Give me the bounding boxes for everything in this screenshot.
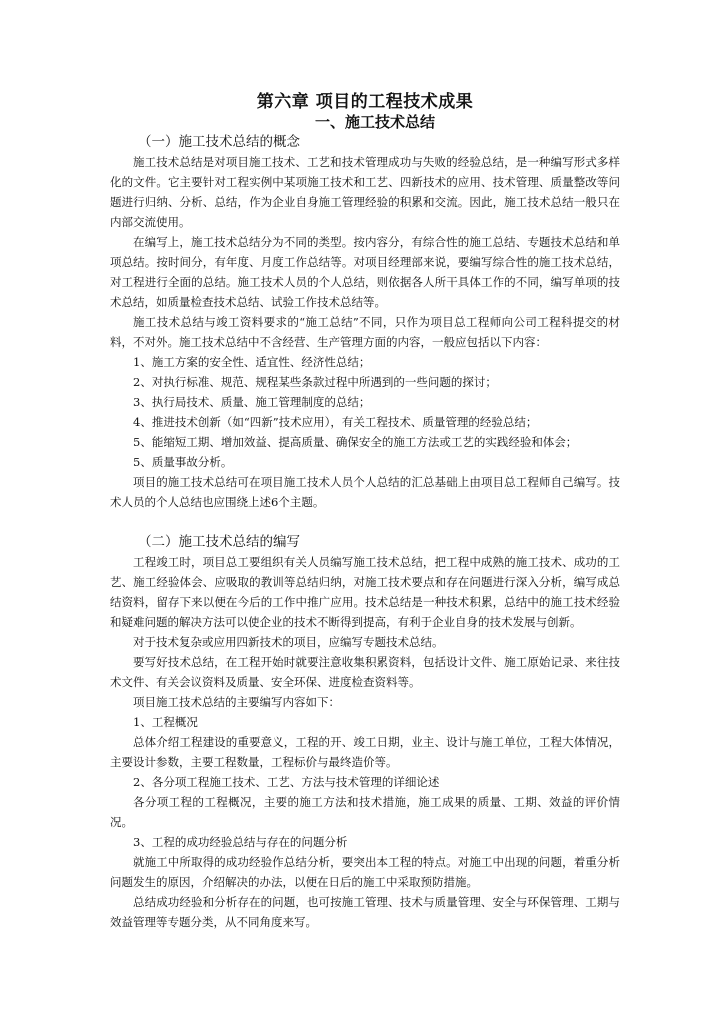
part1-item-5: 5、能缩短工期、增加效益、提高质量、确保安全的施工方法或工艺的实践经验和体会； (133, 435, 578, 449)
part2-paragraph-6: 各分项工程的工程概况，主要的施工方法和技术措施，施工成果的质量、工期、效益的评价情况。 (110, 795, 620, 829)
part1-paragraph-2: 在编写上，施工技术总结分为不同的类型。按内容分，有综合性的施工总结、专题技术总结和单项总结。按时间分，有年度、月度工作总结等。对项目经理部来说，要编写综合性的施工技术总结，对工程进行全面的总结。施工技术人员的个人总结，则依据各人所干具体工作的不同，编写单项的技术总结，如质量检查技术总结、试验工作技术总结等。 (110, 235, 620, 309)
part2-subheading-3: 3、工程的成功经验总结与存在的问题分析 (133, 835, 348, 849)
part1-item-2: 2、对执行标准、规范、规程某些条款过程中所遇到的一些问题的探讨； (133, 375, 497, 389)
part1-paragraph-3: 施工技术总结与竣工资料要求的“施工总结”不同，只作为项目总工程师向公司工程科提交的材料，不对外。施工技术总结中不含经营、生产管理方面的内容，一般应包括以下内容： (110, 315, 620, 349)
part1-paragraph-1: 施工技术总结是对项目施工技术、工艺和技术管理成功与失败的经验总结，是一种编写形式多样化的文件。它主要针对工程实例中某项施工技术和工艺、四新技术的应用、技术管理、质量整改等问题进行归纳、分析、总结，作为企业自身施工管理经验的积累和交流。因此，施工技术总结一般只在内部交流使用。 (110, 155, 620, 229)
part2-paragraph-5: 总体介绍工程建设的重要意义，工程的开、竣工日期，业主、设计与施工单位，工程大体情况，主要设计参数，主要工程数量，工程标价与最终造价等。 (110, 735, 620, 769)
part1-item-4: 4、推进技术创新（如“四新”技术应用），有关工程技术、质量管理的经验总结； (133, 415, 538, 429)
part1-closing: 项目的施工技术总结可在项目施工技术人员个人总结的汇总基础上由项目总工程师自己编写。技术人员的个人总结也应围绕上述6个主题。 (110, 475, 620, 509)
part2-paragraph-7: 就施工中所取得的成功经验作总结分析，要突出本工程的特点。对施工中出现的问题，着重分析问题发生的原因，介绍解决的办法，以便在日后的施工中采取预防措施。 (110, 855, 620, 889)
document-page (110, 92, 620, 932)
section-title: 一、施工技术总结 (314, 113, 435, 131)
part2-paragraph-2: 对于技术复杂或应用四新技术的项目，应编写专题技术总结。 (133, 635, 444, 649)
part2-paragraph-1: 工程竣工时，项目总工要组织有关人员编写施工技术总结，把工程中成熟的施工技术、成功的工艺、施工经验体会、应吸取的教训等总结归纳，对施工技术要点和存在问题进行深入分析，编写成总结资料，留存下来以便在今后的工作中推广应用。技术总结是一种技术积累，总结中的施工技术经验和疑难问题的解决方法可以使企业的技术不断得到提高，有利于企业自身的技术发展与创新。 (110, 555, 620, 629)
part2-paragraph-8: 总结成功经验和分析存在的问题，也可按施工管理、技术与质量管理、安全与环保管理、工期与效益管理等专题分类，从不同角度来写。 (110, 895, 620, 929)
part2-subheading-2: 2、各分项工程施工技术、工艺、方法与技术管理的详细论述 (133, 775, 440, 789)
part1-item-3: 3、执行局技术、质量、施工管理制度的总结； (133, 395, 371, 409)
part2-heading: （二）施工技术总结的编写 (138, 534, 300, 550)
part1-item-1: 1、施工方案的安全性、适宜性、经济性总结； (133, 355, 371, 369)
part2-subheading-1: 1、工程概况 (133, 715, 198, 729)
part1-item-6: 5、质量事故分析。 (133, 455, 233, 469)
part2-paragraph-3: 要写好技术总结，在工程开始时就要注意收集积累资料，包括设计文件、施工原始记录、来往技术文件、有关会议资料及质量、安全环保、进度检查资料等。 (110, 655, 620, 689)
chapter-title: 第六章 项目的工程技术成果 (256, 92, 474, 112)
part2-paragraph-4: 项目施工技术总结的主要编写内容如下： (133, 695, 340, 709)
part1-heading: （一）施工技术总结的概念 (138, 134, 300, 150)
